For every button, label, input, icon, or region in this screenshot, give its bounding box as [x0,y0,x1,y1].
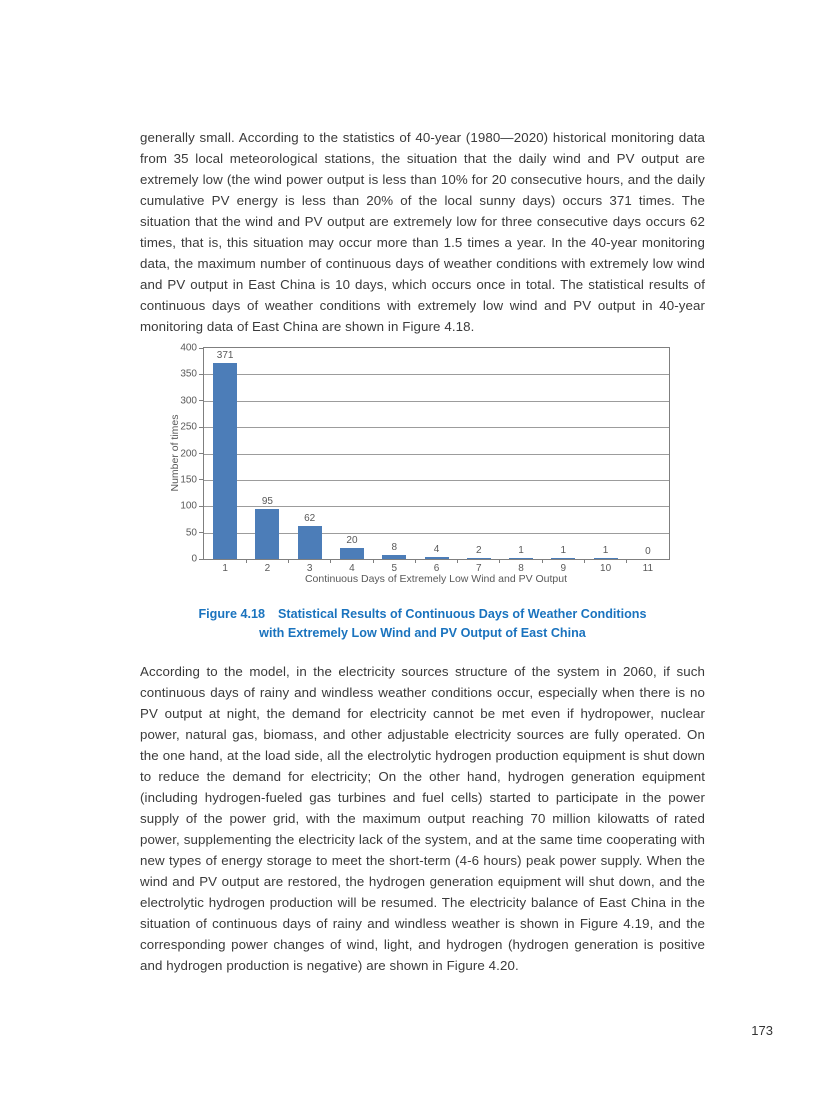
y-axis-tick-label: 350 [180,368,197,380]
bar-value-label: 8 [391,541,397,553]
x-axis-tick [330,559,331,563]
x-axis-tick-label: 6 [433,563,440,574]
bar [213,363,237,559]
bar [340,548,364,559]
figure-4-18 [140,339,705,643]
bar-value-label: 4 [433,543,440,555]
paragraph-bottom: According to the model, in the electricity sources structure of the system in 2060, if such continuous days of rainy and windless weather conditions occur, especially when there is no PV output at night, the demand for electricity cannot be met even if hydropower, nuclear power, natural gas, biomass, and other adjustable electricity sources are fully operated. On the one hand, at the load side, all the electrolytic hydrogen production equipment is shut down to reduce the demand for electricity; On the other hand, hydrogen generation equipment (including hydrogen-fueled gas turbines and fuel cells) started to participate in the power supply of the power grid, with the maximum output reaching 70 million kilowatts of rated power, supplementing the electricity lack of the system, and at the same time cooperating with new types of energy storage to meet the short-term (4-6 hours) peak power supply. When the wind and PV output are restored, the hydrogen generation equipment will shut down, and the electrolytic hydrogen production will be resumed. The electricity balance of East China in the situation of continuous days of rainy and windless weather is shown in Figure 4.19, and the corresponding power changes of wind, light, and hydrogen (hydrogen generation is positive and hydrogen production is negative) are shown in Figure 4.20. [140,664,705,973]
x-axis-tick [584,559,585,563]
page-number: 173 [751,1023,773,1038]
bar-value-label: 1 [602,545,609,557]
bar-value-label: 1 [560,545,567,557]
x-axis-tick [288,559,289,563]
bar [509,558,533,559]
y-axis-tick-label: 50 [185,527,197,539]
bar [255,509,279,559]
bar-value-label: 1 [518,545,524,557]
x-axis-tick-label: 10 [600,563,612,574]
x-axis-tick-label: 7 [475,563,482,574]
figure-caption-label: Figure 4.18 [198,607,265,621]
gridline [204,427,669,428]
x-axis-tick [626,559,627,563]
bar-chart [140,339,705,595]
bar-value-label: 95 [261,495,273,507]
bar [425,557,449,559]
bar-value-label: 0 [645,546,651,557]
x-axis-title: Continuous Days of Extremely Low Wind and PV Output [304,573,568,585]
bar [551,558,575,559]
x-axis-tick [246,559,247,563]
bar-value-label: 62 [304,513,316,525]
x-axis-tick [542,559,543,563]
gridline [204,401,669,402]
y-axis-tick-label: 300 [180,395,197,407]
y-axis-tick-label: 100 [180,500,197,512]
bar [298,526,322,559]
chart-plot-area [180,342,670,574]
gridline [204,374,669,375]
y-axis-tick-label: 150 [180,474,197,486]
gridline [204,506,669,507]
y-axis-title: Number of times [169,414,181,492]
gridline [204,480,669,481]
bar [594,558,618,559]
x-axis-tick [457,559,458,563]
figure-caption-line1-row [140,605,705,624]
x-axis-tick-label: 8 [518,563,524,574]
x-axis-tick-label: 9 [560,563,567,574]
y-axis-tick-label: 200 [180,448,197,459]
x-axis-tick-label: 11 [642,563,654,574]
y-axis-tick-label: 250 [180,421,197,433]
bar-value-label: 20 [346,535,358,547]
x-axis-tick-label: 4 [349,563,355,574]
x-axis-tick-label: 5 [391,563,397,574]
x-axis-tick-label: 1 [222,563,228,574]
x-axis-tick-label: 2 [264,563,271,574]
x-axis-tick [415,559,416,563]
paragraph-top: generally small. According to the statistics of 40-year (1980—2020) historical monitoring data from 35 local meteorological stations, the situation that the daily wind and PV output are extremely low (the wind power output is less than 10% for 20 consecutive hours, and the daily cumulative PV energy is less than 20% of the local sunny days) occurs 371 times. The situation that the wind and PV output are extremely low for three consecutive days occurs 62 times, that is, this situation may occur more than 1.5 times a year. In the 40-year monitoring data, the maximum number of continuous days of weather conditions with extremely low wind and PV output in East China is 10 days, which occurs once in total. The statistical results of continuous days of weather conditions with extremely low wind and PV output in 40-year monitoring data of East China are shown in Figure 4.18. [140,130,705,334]
x-axis-tick-label: 3 [306,563,313,574]
bar [467,558,491,559]
gridline [204,454,669,455]
bar-value-label: 371 [216,350,234,362]
x-axis-tick [373,559,374,563]
page-content [140,127,705,976]
figure-caption [140,605,705,643]
bar-value-label: 2 [475,544,482,556]
x-axis-tick [499,559,500,563]
figure-caption-title-line1: Statistical Results of Continuous Days of Weather Conditions [277,607,647,621]
y-axis-tick-label: 400 [180,342,197,354]
figure-caption-title-line2: with Extremely Low Wind and PV Output of East China [259,626,586,640]
y-axis-tick-label: 0 [191,553,197,565]
bar [382,555,406,559]
